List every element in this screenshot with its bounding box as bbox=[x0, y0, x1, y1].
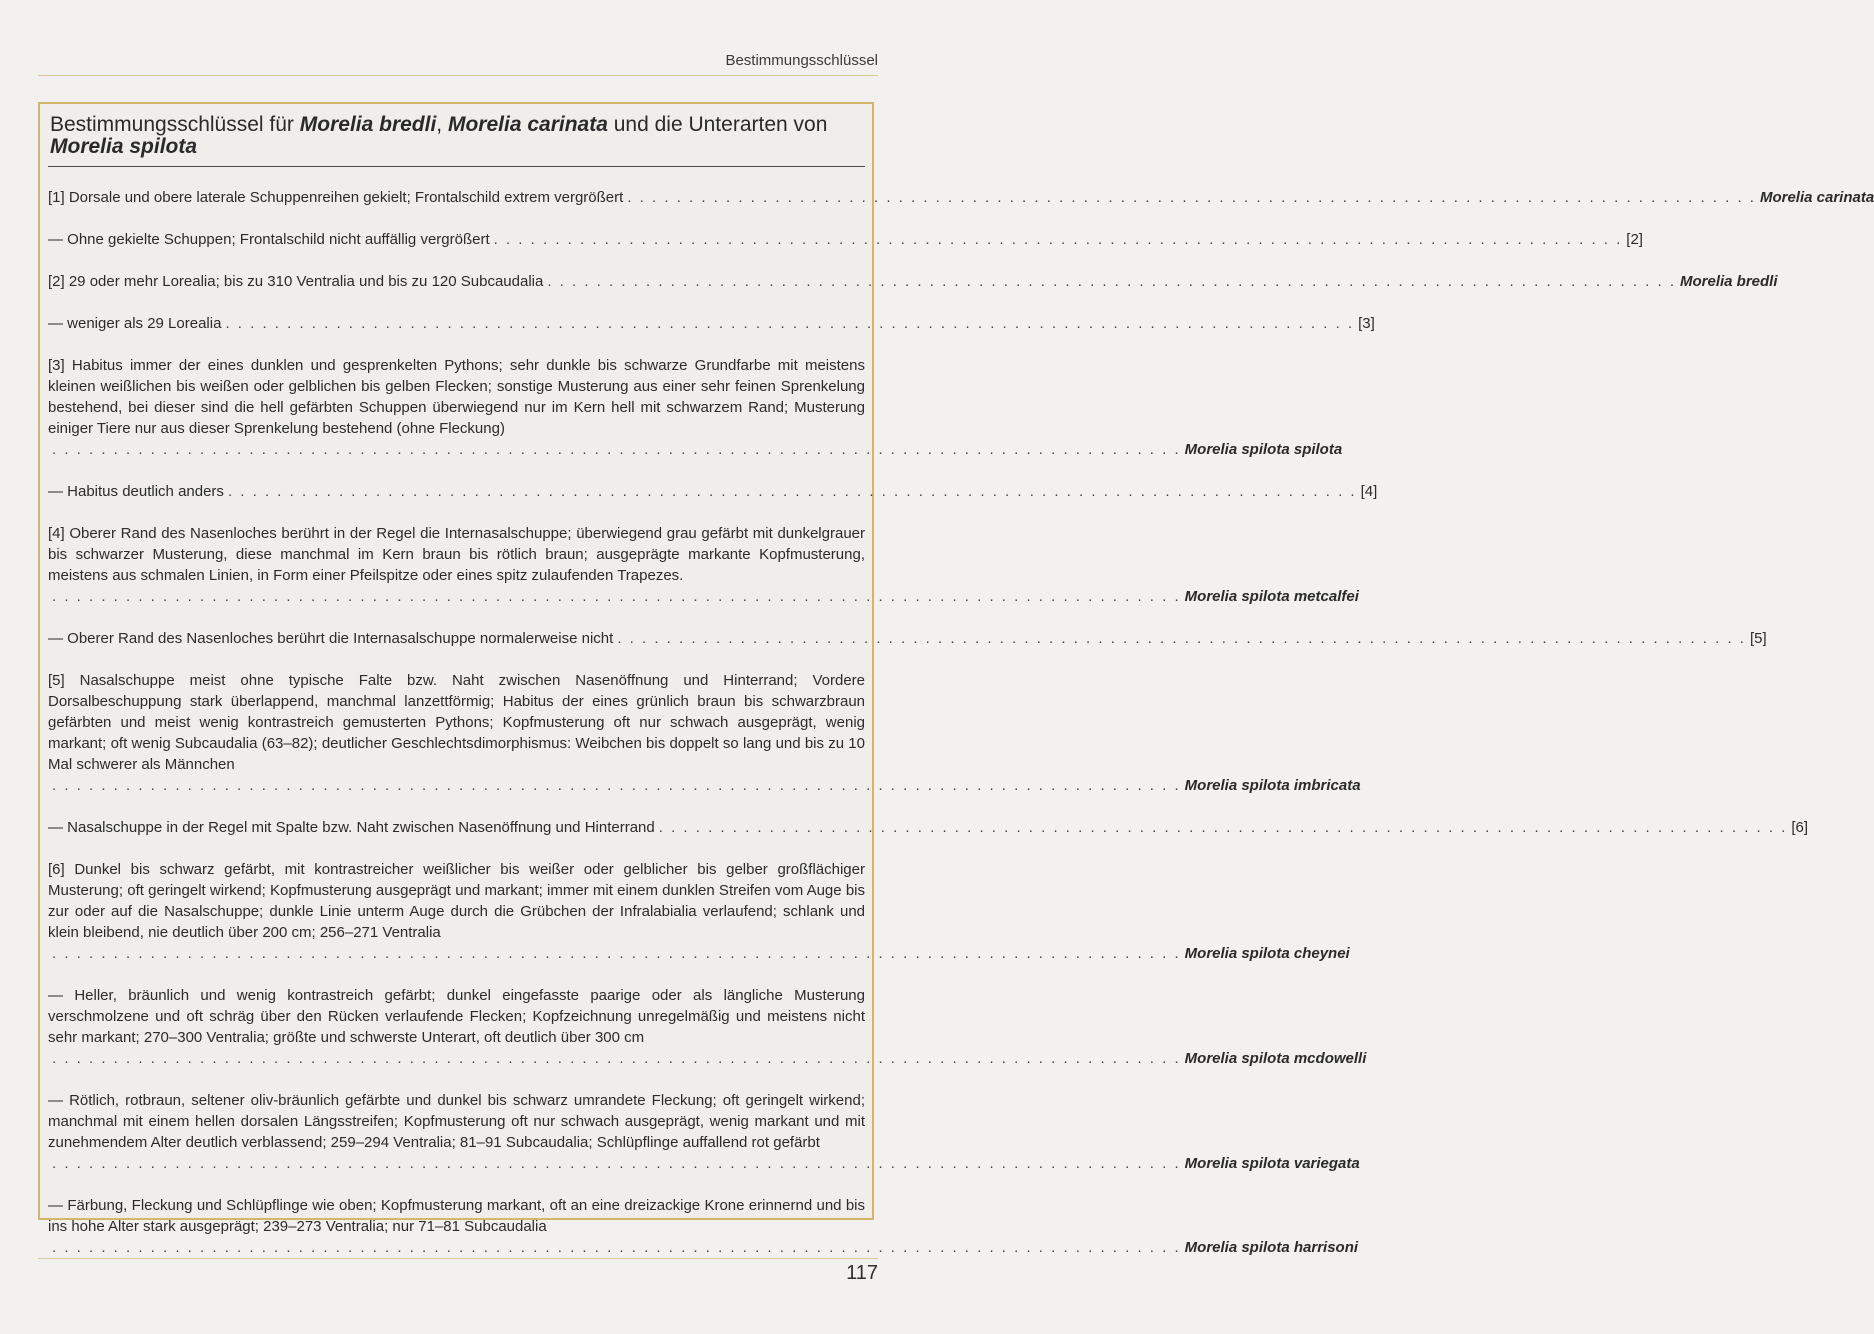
entry-text: [4] Oberer Rand des Nasenloches berührt in der Regel die Internasalschuppe; überwiegend grau gefärbt mit dunkelgrauer bis schwarzer Musterung, diese manchmal im Kern braun bis rötlich braun; ausgeprägte markante Kopfmusterung, meistens aus schmalen Linien, in Form einer Pfeilspitze oder eines spitz zulaufenden Trapezes. bbox=[48, 525, 865, 584]
entry-taxon: Morelia bredli bbox=[1680, 273, 1778, 290]
entry-taxon: Morelia spilota imbricata bbox=[1184, 777, 1361, 794]
key-entry bbox=[48, 229, 1643, 250]
key-entry bbox=[48, 1195, 1359, 1258]
title-taxon-spilota: Morelia spilota bbox=[50, 135, 198, 158]
title-separator: , bbox=[436, 113, 443, 136]
leader-dots: . . . . . . . . . . . . . . . . . . . . . . . . . . . . . . . . . . . . . . . . . . . . . . . . . . . . . . . . . . . . . . . . . . . . . . . . . . . . . . . . . . . . . . . . . . . . bbox=[52, 1155, 1181, 1172]
entry-text: — Oberer Rand des Nasenloches berührt die Internasalschuppe normalerweise nicht bbox=[48, 630, 614, 647]
title-middle: und die Unterarten von bbox=[613, 113, 828, 136]
leader-dots: . . . . . . . . . . . . . . . . . . . . . . . . . . . . . . . . . . . . . . . . . . . . . . . . . . . . . . . . . . . . . . . . . . . . . . . . . . . . . . . . . . . . . . . . . . . . bbox=[52, 1239, 1181, 1256]
page-number: 117 bbox=[846, 1262, 878, 1284]
entry-text: [6] Dunkel bis schwarz gefärbt, mit kontrastreicher weißlicher bis weißer oder gelblicher bis gelber großflächiger Musterung; oft geringelt wirkend; Kopfmusterung ausgeprägt und markant; immer mit einem dunklen Streifen vom Auge bis zur oder auf die Nasalschuppe; dunkle Linie unterm Auge durch die Grübchen der Infralabialia verlaufend; schlank und klein bleibend, nie deutlich über 200 cm; 256–271 Ventralia bbox=[48, 861, 865, 941]
entry-text: [3] Habitus immer der eines dunklen und gesprenkelten Pythons; sehr dunkle bis schwarze Grundfarbe mit meistens kleinen weißlichen bis weißen oder gelblichen bis gelben Flecken; sonstige Musterung aus einer sehr feinen Sprenkelung bestehend, bei dieser sind die hell gefärbten Schuppen überwiegend nur im Kern hell mit schwarzem Rand; Musterung einiger Tiere nur aus dieser Sprenkelung bestehend (ohne Fleckung) bbox=[48, 357, 865, 437]
identification-key-box bbox=[38, 102, 1874, 1256]
leader-dots: . . . . . . . . . . . . . . . . . . . . . . . . . . . . . . . . . . . . . . . . . . . . . . . . . . . . . . . . . . . . . . . . . . . . . . . . . . . . . . . . . . . . . . . . . . . . bbox=[627, 189, 1756, 206]
leader-dots: . . . . . . . . . . . . . . . . . . . . . . . . . . . . . . . . . . . . . . . . . . . . . . . . . . . . . . . . . . . . . . . . . . . . . . . . . . . . . . . . . . . . . . . . . . . . bbox=[52, 588, 1181, 605]
leader-dots: . . . . . . . . . . . . . . . . . . . . . . . . . . . . . . . . . . . . . . . . . . . . . . . . . . . . . . . . . . . . . . . . . . . . . . . . . . . . . . . . . . . . . . . . . . . . bbox=[227, 483, 1357, 500]
leader-dots: . . . . . . . . . . . . . . . . . . . . . . . . . . . . . . . . . . . . . . . . . . . . . . . . . . . . . . . . . . . . . . . . . . . . . . . . . . . . . . . . . . . . . . . . . . . . bbox=[225, 315, 1355, 332]
leader-dots: . . . . . . . . . . . . . . . . . . . . . . . . . . . . . . . . . . . . . . . . . . . . . . . . . . . . . . . . . . . . . . . . . . . . . . . . . . . . . . . . . . . . . . . . . . . . bbox=[52, 1050, 1181, 1067]
footer-rule bbox=[38, 1258, 878, 1259]
entry-taxon: Morelia spilota variegata bbox=[1184, 1155, 1360, 1172]
entry-couplet-ref: [3] bbox=[1358, 315, 1375, 332]
key-entry bbox=[48, 670, 1361, 796]
entry-couplet-ref: [5] bbox=[1749, 630, 1767, 647]
entry-text: [1] Dorsale und obere laterale Schuppenreihen gekielt; Frontalschild extrem vergrößert bbox=[48, 189, 624, 206]
entry-couplet-ref: [2] bbox=[1626, 231, 1643, 248]
entry-text: — Färbung, Fleckung und Schlüpflinge wie oben; Kopfmusterung markant, oft an eine dreizackige Krone erinnernd und bis ins hohe Alter stark ausgeprägt; 239–273 Ventralia; nur 71–81 Subcaudalia bbox=[48, 1197, 865, 1235]
key-entry bbox=[48, 1090, 1360, 1174]
entry-text: — Heller, bräunlich und wenig kontrastreich gefärbt; dunkel eingefasste paarige oder als längliche Musterung verschmolzene und oft schräg über den Rücken verlaufende Flecken; Kopfzeichnung unregelmäßig und meistens nicht sehr markant; 270–300 Ventralia; größte und schwerste Unterart, oft deutlich über 300 cm bbox=[48, 987, 865, 1046]
entry-taxon: Morelia spilota cheynei bbox=[1184, 945, 1350, 962]
key-entries bbox=[48, 187, 1874, 1258]
entry-text: — weniger als 29 Lorealia bbox=[48, 315, 222, 332]
entry-taxon: Morelia spilota spilota bbox=[1184, 441, 1343, 458]
title-taxon-bredli: Morelia bredli bbox=[299, 113, 437, 136]
key-entry bbox=[48, 628, 1767, 649]
key-entry bbox=[48, 817, 1809, 838]
leader-dots: . . . . . . . . . . . . . . . . . . . . . . . . . . . . . . . . . . . . . . . . . . . . . . . . . . . . . . . . . . . . . . . . . . . . . . . . . . . . . . . . . . . . . . . . . . . . bbox=[493, 231, 1623, 248]
key-entry bbox=[48, 271, 1778, 292]
entry-text: [2] 29 oder mehr Lorealia; bis zu 310 Ventralia und bis zu 120 Subcaudalia bbox=[48, 273, 544, 290]
key-entry bbox=[48, 481, 1378, 502]
key-entry bbox=[48, 985, 1367, 1069]
entry-couplet-ref: [6] bbox=[1791, 819, 1809, 836]
entry-taxon: Morelia carinata bbox=[1759, 189, 1874, 206]
entry-couplet-ref: [4] bbox=[1360, 483, 1378, 500]
key-entry bbox=[48, 355, 1343, 460]
entry-text: — Rötlich, rotbraun, seltener oliv-bräunlich gefärbte und dunkel bis schwarz umrandete Fleckung; oft geringelt wirkend; manchmal mit einem hellen dorsalen Längsstreifen; Kopfmusterung oft nur schwach ausgeprägt, wenig markant und mit zunehmendem Alter deutlich verblassend; 259–294 Ventralia; 81–91 Subcaudalia; Schlüpflinge auffallend rot gefärbt bbox=[48, 1092, 865, 1151]
key-entry bbox=[48, 187, 1874, 208]
leader-dots: . . . . . . . . . . . . . . . . . . . . . . . . . . . . . . . . . . . . . . . . . . . . . . . . . . . . . . . . . . . . . . . . . . . . . . . . . . . . . . . . . . . . . . . . . . . . bbox=[52, 777, 1181, 794]
entry-text: — Ohne gekielte Schuppen; Frontalschild nicht auffällig vergrößert bbox=[48, 231, 490, 248]
leader-dots: . . . . . . . . . . . . . . . . . . . . . . . . . . . . . . . . . . . . . . . . . . . . . . . . . . . . . . . . . . . . . . . . . . . . . . . . . . . . . . . . . . . . . . . . . . . . bbox=[52, 945, 1181, 962]
key-entry bbox=[48, 523, 1359, 607]
entry-taxon: Morelia spilota metcalfei bbox=[1184, 588, 1359, 605]
running-head: Bestimmungsschlüssel bbox=[725, 52, 878, 69]
entry-text: — Nasalschuppe in der Regel mit Spalte bzw. Naht zwischen Nasenöffnung und Hinterrand bbox=[48, 819, 655, 836]
key-entry bbox=[48, 859, 1350, 964]
leader-dots: . . . . . . . . . . . . . . . . . . . . . . . . . . . . . . . . . . . . . . . . . . . . . . . . . . . . . . . . . . . . . . . . . . . . . . . . . . . . . . . . . . . . . . . . . . . . bbox=[658, 819, 1788, 836]
entry-text: — Habitus deutlich anders bbox=[48, 483, 224, 500]
leader-dots: . . . . . . . . . . . . . . . . . . . . . . . . . . . . . . . . . . . . . . . . . . . . . . . . . . . . . . . . . . . . . . . . . . . . . . . . . . . . . . . . . . . . . . . . . . . . bbox=[52, 441, 1181, 458]
title-taxon-carinata: Morelia carinata bbox=[447, 113, 608, 136]
header-rule bbox=[38, 75, 878, 76]
title-rule bbox=[48, 166, 865, 167]
entry-text: [5] Nasalschuppe meist ohne typische Falte bzw. Naht zwischen Nasenöffnung und Hinterrand; Vordere Dorsalbeschuppung stark überlappend, manchmal lanzettförmig; Habitus der eines grünlich braun bis schwarzbraun gefärbten und meist wenig kontrastreich gemusterten Pythons; Kopfmusterung oft nur schwach ausgeprägt, wenig markant; oft wenig Subcaudalia (63–82); deutlicher Geschlechtsdimorphismus: Weibchen bis doppelt so lang und bis zu 10 Mal schwerer als Männchen bbox=[48, 672, 865, 773]
key-entry bbox=[48, 313, 1375, 334]
title-prefix: Bestimmungsschlüssel für bbox=[50, 113, 294, 136]
key-title bbox=[48, 104, 865, 158]
leader-dots: . . . . . . . . . . . . . . . . . . . . . . . . . . . . . . . . . . . . . . . . . . . . . . . . . . . . . . . . . . . . . . . . . . . . . . . . . . . . . . . . . . . . . . . . . . . . bbox=[547, 273, 1676, 290]
leader-dots: . . . . . . . . . . . . . . . . . . . . . . . . . . . . . . . . . . . . . . . . . . . . . . . . . . . . . . . . . . . . . . . . . . . . . . . . . . . . . . . . . . . . . . . . . . . . bbox=[617, 630, 1746, 647]
entry-taxon: Morelia spilota mcdowelli bbox=[1184, 1050, 1367, 1067]
entry-taxon: Morelia spilota harrisoni bbox=[1184, 1239, 1359, 1256]
